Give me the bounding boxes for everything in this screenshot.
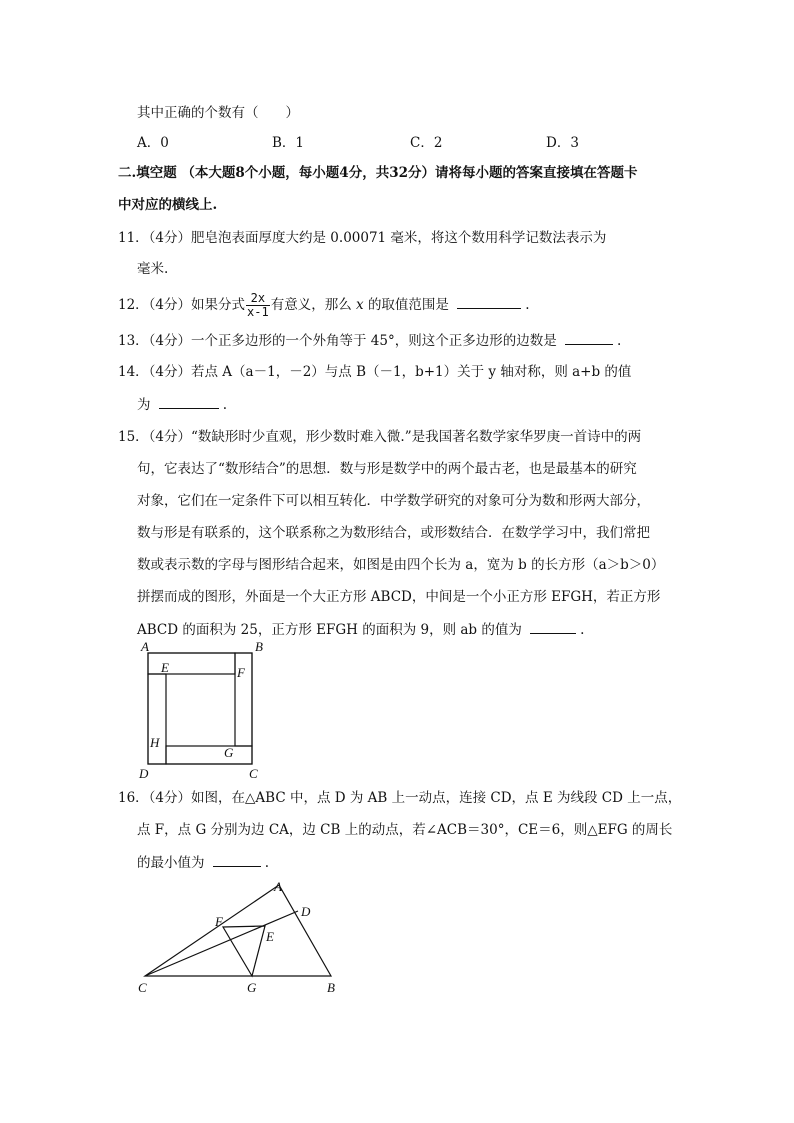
- q15-line5: 数或表示数的字母与图形结合起来，如图是由四个长为 a，宽为 b 的长方形（a＞b＞0）: [137, 557, 665, 573]
- label-B: B: [327, 980, 335, 995]
- q15-end: .: [580, 622, 585, 638]
- q11-line1: 11．（4分）肥皂泡表面厚度大约是 0.00071 毫米，将这个数用科学记数法表示为: [118, 230, 607, 246]
- section2-desc2: 中对应的横线上.: [118, 197, 218, 213]
- label-F: F: [237, 665, 245, 680]
- label-A: A: [141, 639, 149, 654]
- section2-desc1: （本大题8个小题，每小题4分，共32分）请将每小题的答案直接填在答题卡: [181, 165, 638, 181]
- q15-answer-blank[interactable]: [530, 619, 576, 634]
- label-C: C: [138, 980, 147, 995]
- q10-option-b: B．1: [272, 135, 305, 151]
- q16-line3: [137, 852, 269, 873]
- q16-line3-text: 的最小值为: [137, 855, 205, 871]
- q14-end: .: [222, 397, 228, 413]
- label-H: H: [150, 735, 160, 750]
- q12-var: x: [356, 297, 364, 313]
- label-A: A: [274, 880, 282, 894]
- q16-triangle-figure: [134, 880, 344, 998]
- q16-end: .: [264, 855, 270, 871]
- q14-line2-text: 为: [137, 397, 151, 413]
- q13-line: [118, 330, 621, 351]
- q15-line7-text: ABCD 的面积为 25，正方形 EFGH 的面积为 9，则 ab 的值为: [137, 622, 522, 638]
- section2-header: [118, 163, 637, 183]
- q12-end: .: [525, 297, 530, 313]
- q10-option-a: A．0: [137, 135, 169, 151]
- q16-line2: 点 F，点 G 分别为边 CA，边 CB 上的动点，若∠ACB＝30°，CE＝6，则△EFG 的周长: [137, 822, 673, 838]
- q10-option-d: D．3: [546, 135, 579, 151]
- q15-line1: 15．（4分）“数缺形时少直观，形少数时难入微.”是我国著名数学家华罗庚一首诗中的两: [118, 429, 642, 445]
- q11-line2: 毫米.: [137, 261, 169, 277]
- q15-line6: 拼摆而成的图形，外面是一个大正方形 ABCD，中间是一个小正方形 EFGH，若正方形: [137, 589, 661, 605]
- label-D: D: [301, 904, 311, 919]
- q13-answer-blank[interactable]: [565, 330, 613, 345]
- q12-frac-num: 2x: [246, 292, 270, 306]
- q15-line2: 句，它表达了“数形结合”的思想．数与形是数学中的两个最古老，也是最基本的研究: [137, 461, 637, 477]
- q12-fraction: [246, 292, 270, 319]
- q12-post: 的取值范围是: [367, 297, 449, 313]
- q16-answer-blank[interactable]: [213, 852, 261, 867]
- label-E: E: [161, 660, 169, 675]
- label-G: G: [224, 745, 234, 760]
- q13-end: .: [617, 333, 622, 349]
- q15-square-figure: [136, 636, 266, 782]
- q10-question: 其中正确的个数有（ ）: [137, 105, 299, 121]
- q12-frac-den: x-1: [247, 305, 269, 319]
- triangle-abc: [145, 885, 331, 976]
- q12-answer-blank[interactable]: [457, 294, 521, 309]
- q12-mid: 有意义，那么: [270, 297, 352, 313]
- rect-bottom: [166, 746, 252, 764]
- q14-answer-blank[interactable]: [159, 394, 219, 409]
- rect-left: [148, 674, 166, 764]
- q15-line3: 对象，它们在一定条件下可以相互转化．中学数学研究的对象可分为数和形两大部分，: [137, 493, 650, 509]
- q14-line1: 14．（4分）若点 A（a－1，－2）与点 B（－1，b+1）关于 y 轴对称，则 a+b 的值: [118, 364, 632, 380]
- q12-line: [118, 292, 530, 319]
- label-G: G: [247, 980, 257, 995]
- q15-line4: 数与形是有联系的，这个联系称之为数形结合，或形数结合．在数学学习中，我们常把: [137, 525, 650, 541]
- label-D: D: [139, 766, 149, 781]
- label-C: C: [249, 766, 258, 781]
- q14-line2: [137, 394, 227, 415]
- q13-text: 13．（4分）一个正多边形的一个外角等于 45°，则这个正多边形的边数是: [118, 333, 557, 349]
- q12-pre: 12．（4分）如果分式: [118, 297, 246, 313]
- q16-line1: 16．（4分）如图，在△ABC 中，点 D 为 AB 上一动点，连接 CD，点 E 为线段 CD 上一点，: [118, 790, 682, 806]
- section2-title: 二.填空题: [118, 165, 177, 181]
- label-B: B: [255, 639, 263, 654]
- label-F: F: [215, 914, 223, 929]
- label-E: E: [266, 929, 274, 944]
- q10-option-c: C．2: [410, 135, 443, 151]
